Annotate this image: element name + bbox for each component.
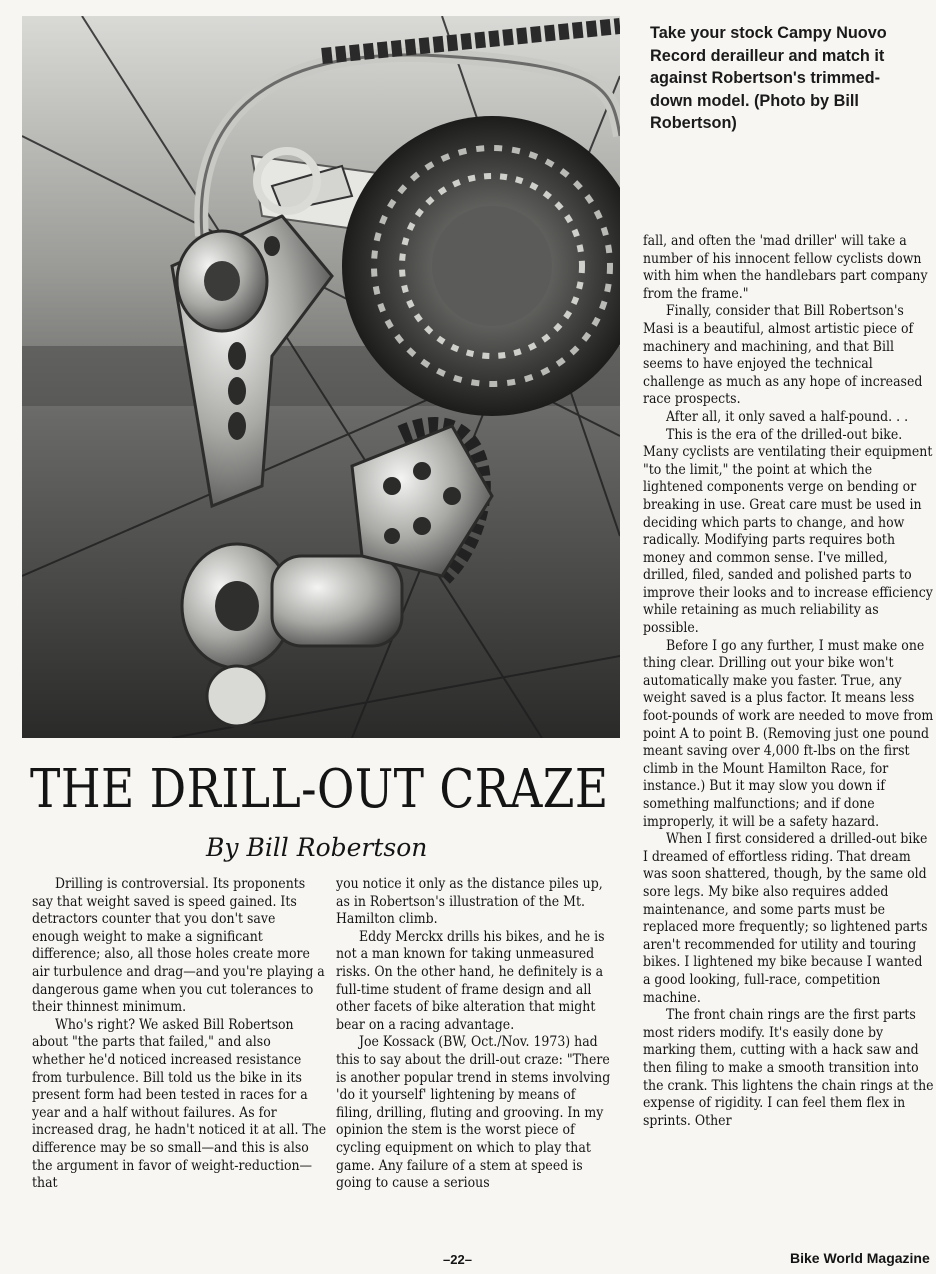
paragraph: you notice it only as the distance piles up, as in Robertson's illustration of the Mt. Hamilton climb. <box>336 876 603 928</box>
derailleur-photo <box>22 16 620 738</box>
paragraph: Drilling is controversial. Its proponents say that weight saved is speed gained. Its detractors counter that you don't save enough weight to make a significant difference; also, all those holes create more air turbulence and drag—and you're playing a dangerous game when you cut tolerances to their thinnest minimum. <box>32 876 325 1016</box>
page-number: –22– <box>443 1252 472 1267</box>
paragraph: fall, and often the 'mad driller' will take a number of his innocent fellow cyclists down with him when the handlebars part company from the frame." <box>643 233 928 302</box>
paragraph: This is the era of the drilled-out bike. Many cyclists are ventilating their equipment "to the limit," the point at which the lightened components verge on bending or breaking in use. Great care must be used in deciding which parts to change, and how radically. Modifying parts requires both money and common sense. I've milled, drilled, filed, sanded and polished parts to improve their looks and to increase efficiency while retaining as much reliability as possible. <box>643 426 933 637</box>
derailleur-photo-illustration <box>22 16 620 738</box>
article-column-1 <box>32 876 326 1193</box>
paragraph: Finally, consider that Bill Robertson's Masi is a beautiful, almost artistic piece of machinery and machining, and that Bill seems to have enjoyed the technical challenge as much as any hope of increased race prospects. <box>643 303 923 408</box>
paragraph: After all, it only saved a half-pound. . . <box>666 408 909 425</box>
paragraph: Joe Kossack (BW, Oct./Nov. 1973) had this to say about the drill-out craze: "There is another popular trend in stems involving 'do it yourself' lightening by means of filing, drilling, fluting and grooving. In my opinion the stem is the worst piece of cycling equipment on which to play that game. Any failure of a stem at speed is going to cause a serious <box>336 1034 611 1192</box>
article-column-3 <box>643 233 934 1130</box>
paragraph: Eddy Merckx drills his bikes, and he is not a man known for taking unmeasured risks. On the other hand, he definitely is a full-time student of frame design and all other facets of bike alteration that might bear on a racing advantage. <box>336 928 605 1033</box>
article-byline: By Bill Robertson <box>206 833 428 862</box>
article-column-2 <box>336 876 614 1193</box>
photo-caption: Take your stock Campy Nuovo Record derailleur and match it against Robertson's trimmed-down model. (Photo by Bill Robertson) <box>650 24 887 132</box>
article-title: THE DRILL-OUT CRAZE <box>30 759 609 820</box>
paragraph: Who's right? We asked Bill Robertson about "the parts that failed," and also whether he'd noticed increased resistance from turbulence. Bill told us the bike in its present form had been tested in races for a year and a half without failures. As for increased drag, he hadn't noticed it at all. The difference may be so small—and this is also the argument in favor of weight-reduction—that <box>32 1016 327 1192</box>
paragraph: Before I go any further, I must make one thing clear. Drilling out your bike won't automatically make you faster. True, any weight saved is a plus factor. It means less foot-pounds of work are needed to move from point A to point B. (Removing just one pound meant saving over 4,000 ft-lbs on the first climb in the Mount Hamilton Race, for instance.) But it may slow you down if something malfunctions; and if done improperly, it will be a safety hazard. <box>643 637 934 830</box>
paragraph: When I first considered a drilled-out bike I dreamed of effortless riding. That dream was soon shattered, though, by the same old sore legs. My bike also requires added maintenance, and some parts must be replaced more frequently; so lightened parts aren't recommended for utility and touring bikes. I lightened my bike because I wanted a good looking, full-race, competition machine. <box>643 831 928 1006</box>
paragraph: The front chain rings are the first parts most riders modify. It's easily done by marking them, cutting with a hack saw and then filing to make a smooth transition into the crank. This lightens the chain rings at the expense of rigidity. I can feel them flex in sprints. Other <box>643 1007 934 1129</box>
publication-name: Bike World Magazine <box>790 1250 930 1266</box>
